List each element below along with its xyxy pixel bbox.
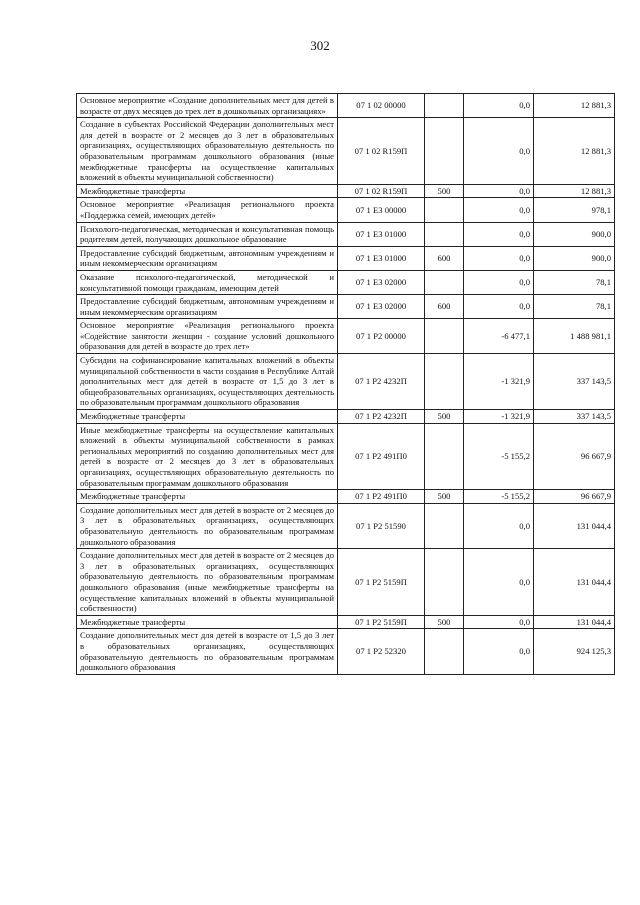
row-code: 07 1 Р2 5159П [338, 549, 425, 616]
row-change: 0,0 [464, 270, 534, 294]
table-row [77, 270, 615, 294]
row-name: Межбюджетные трансферты [77, 184, 338, 198]
row-expense-type [425, 94, 464, 118]
row-expense-type: 500 [425, 615, 464, 629]
row-code: 07 1 Р2 51590 [338, 503, 425, 548]
row-total: 900,0 [534, 222, 615, 246]
row-total: 12 881,3 [534, 184, 615, 198]
row-total: 900,0 [534, 246, 615, 270]
row-total: 12 881,3 [534, 118, 615, 185]
row-expense-type [425, 629, 464, 674]
row-expense-type [425, 319, 464, 354]
row-expense-type [425, 354, 464, 410]
table-row [77, 319, 615, 354]
row-name: Оказание психолого-педагогической, методической и консультативной помощи гражданам, имеющим детей [77, 270, 338, 294]
row-name: Межбюджетные трансферты [77, 410, 338, 424]
row-name: Основное мероприятие «Создание дополнительных мест для детей в возрасте от двух месяцев до трех лет в дошкольных организациях» [77, 94, 338, 118]
row-expense-type [425, 118, 464, 185]
row-code: 07 1 Е3 01000 [338, 246, 425, 270]
row-change: 0,0 [464, 629, 534, 674]
row-name: Предоставление субсидий бюджетным, автономным учреждениям и иным некоммерческим организациям [77, 246, 338, 270]
row-change: 0,0 [464, 198, 534, 222]
row-change: 0,0 [464, 184, 534, 198]
row-code: 07 1 02 R159П [338, 184, 425, 198]
table-row [77, 198, 615, 222]
row-total: 78,1 [534, 270, 615, 294]
row-name: Межбюджетные трансферты [77, 490, 338, 504]
row-total: 12 881,3 [534, 94, 615, 118]
table-row [77, 295, 615, 319]
table-row [77, 490, 615, 504]
row-total: 131 044,4 [534, 615, 615, 629]
row-expense-type [425, 423, 464, 490]
row-code: 07 1 Е3 02000 [338, 295, 425, 319]
table-row [77, 410, 615, 424]
table-row [77, 118, 615, 185]
row-total: 96 667,9 [534, 423, 615, 490]
table-row [77, 246, 615, 270]
row-expense-type: 500 [425, 490, 464, 504]
row-expense-type [425, 198, 464, 222]
row-name: Создание дополнительных мест для детей в возрасте от 2 месяцев до 3 лет в образовательных организациях, осуществляющих образовательную деятельность по образовательным программам дошкольного образования [77, 503, 338, 548]
row-change: 0,0 [464, 503, 534, 548]
row-change: -6 477,1 [464, 319, 534, 354]
row-code: 07 1 Е3 01000 [338, 222, 425, 246]
row-total: 1 488 981,1 [534, 319, 615, 354]
row-name: Основное мероприятие «Реализация регионального проекта «Содействие занятости женщин - создание условий дошкольного образования для детей в возрасте до трех лет» [77, 319, 338, 354]
table-row [77, 423, 615, 490]
row-name: Межбюджетные трансферты [77, 615, 338, 629]
row-expense-type: 500 [425, 184, 464, 198]
row-change: 0,0 [464, 615, 534, 629]
row-change: 0,0 [464, 222, 534, 246]
row-code: 07 1 Р2 5159П [338, 615, 425, 629]
row-code: 07 1 Р2 4232П [338, 410, 425, 424]
row-total: 131 044,4 [534, 549, 615, 616]
row-change: 0,0 [464, 94, 534, 118]
table-row [77, 94, 615, 118]
row-change: 0,0 [464, 118, 534, 185]
row-total: 131 044,4 [534, 503, 615, 548]
row-change: 0,0 [464, 295, 534, 319]
row-name: Создание в субъектах Российской Федерации дополнительных мест для детей в возрасте от 2 месяцев до 3 лет в образовательных организациях, осуществляющих образовательную деятельность по образовательным программам дошкольного образования (иные межбюджетные трансферты на осуществление капитальных вложений в объекты муниципальной собственности) [77, 118, 338, 185]
row-change: -5 155,2 [464, 490, 534, 504]
row-change: -1 321,9 [464, 354, 534, 410]
row-name: Психолого-педагогическая, методическая и консультативная помощь родителям детей, получающих дошкольное образование [77, 222, 338, 246]
table-row [77, 549, 615, 616]
row-code: 07 1 Е3 00000 [338, 198, 425, 222]
page-number: 302 [310, 38, 330, 53]
row-name: Предоставление субсидий бюджетным, автономным учреждениям и иным некоммерческим организациям [77, 295, 338, 319]
row-expense-type [425, 503, 464, 548]
row-expense-type [425, 270, 464, 294]
row-code: 07 1 02 R159П [338, 118, 425, 185]
row-code: 07 1 Р2 491П0 [338, 490, 425, 504]
row-change: 0,0 [464, 549, 534, 616]
table-row [77, 629, 615, 674]
table-body [77, 94, 615, 675]
row-name: Субсидии на софинансирование капитальных вложений в объекты муниципальной собственности в части создания в Республике Алтай дополнительных мест для детей в возрасте от 1,5 до 3 лет в общеобразовательных организациях, осуществляющих деятельность по образовательным программам дошкольного образования [77, 354, 338, 410]
row-change: 0,0 [464, 246, 534, 270]
row-code: 07 1 Р2 4232П [338, 354, 425, 410]
row-total: 337 143,5 [534, 410, 615, 424]
row-name: Создание дополнительных мест для детей в возрасте от 2 месяцев до 3 лет в образовательных организациях, осуществляющих образовательную деятельность по образовательным программам дошкольного образования (иные межбюджетные трансферты на осуществление капитальных вложений в объекты муниципальной собственности) [77, 549, 338, 616]
row-expense-type: 600 [425, 295, 464, 319]
row-expense-type [425, 222, 464, 246]
budget-table [76, 93, 615, 675]
row-code: 07 1 Р2 491П0 [338, 423, 425, 490]
row-total: 924 125,3 [534, 629, 615, 674]
table-row [77, 615, 615, 629]
row-total: 96 667,9 [534, 490, 615, 504]
row-expense-type: 500 [425, 410, 464, 424]
row-code: 07 1 Е3 02000 [338, 270, 425, 294]
row-total: 978,1 [534, 198, 615, 222]
table-row [77, 503, 615, 548]
row-total: 78,1 [534, 295, 615, 319]
row-change: -1 321,9 [464, 410, 534, 424]
row-code: 07 1 Р2 00000 [338, 319, 425, 354]
row-name: Создание дополнительных мест для детей в возрасте от 1,5 до 3 лет в образовательных организациях, осуществляющих образовательную деятельность по образовательным программам дошкольного образования [77, 629, 338, 674]
table-row [77, 354, 615, 410]
row-expense-type: 600 [425, 246, 464, 270]
row-code: 07 1 Р2 52320 [338, 629, 425, 674]
row-expense-type [425, 549, 464, 616]
row-total: 337 143,5 [534, 354, 615, 410]
row-name: Иные межбюджетные трансферты на осуществление капитальных вложений в объекты муниципальной собственности в рамках региональных мероприятий по созданию дополнительных мест для детей в возрасте от 2 месяцев до 3 лет в образовательных организациях, осуществляющих образовательную деятельность по образовательным программам дошкольного образования [77, 423, 338, 490]
row-change: -5 155,2 [464, 423, 534, 490]
row-name: Основное мероприятие «Реализация регионального проекта «Поддержка семей, имеющих детей» [77, 198, 338, 222]
table-row [77, 184, 615, 198]
table-row [77, 222, 615, 246]
row-code: 07 1 02 00000 [338, 94, 425, 118]
